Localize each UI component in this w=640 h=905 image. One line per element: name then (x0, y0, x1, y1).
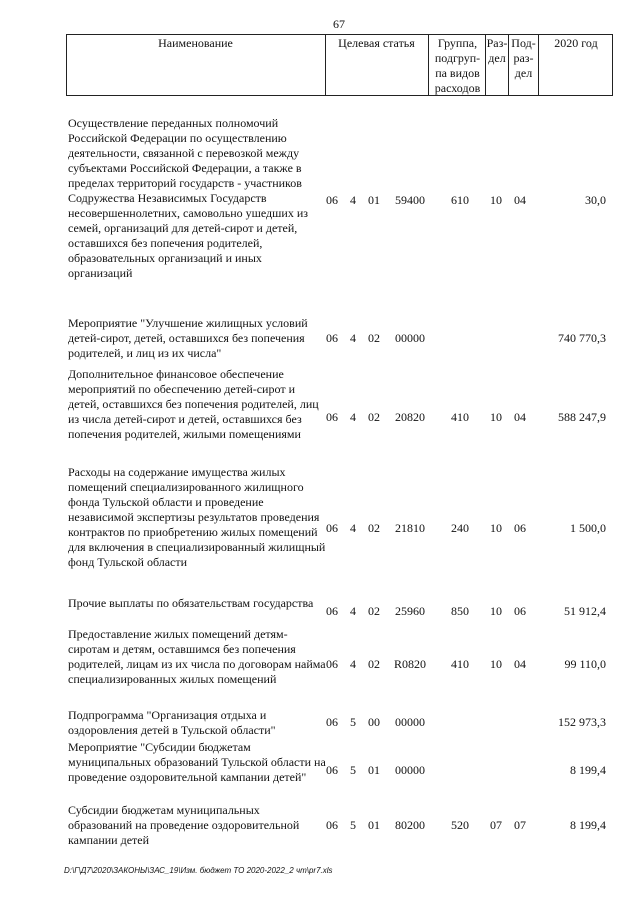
row-code-subprogram: 4 (350, 657, 356, 671)
row-name: Осуществление переданных полномочий Российской Федерации по осуществлению деятельности, связанной с перевозкой между субъектами Российской Федерации, а также в пределах территорий государств - участников Содружества Независимых Государств несовершеннолетних, самовольно ушедших из семей, организаций для детей-сирот и детей, оставшихся без попечения родителей, образовательных организаций и иных организаций (68, 116, 308, 280)
row-name: Предоставление жилых помещений детям-сиротам и детям, оставшимся без попечения родителей, лицам из их числа по договорам найма специализированных жилых помещений (68, 627, 326, 686)
row-amount: 588 247,9 (558, 410, 606, 424)
page-number: 67 (333, 17, 345, 31)
row-code-subprogram: 4 (350, 521, 356, 535)
row-code-program: 06 (326, 521, 338, 535)
row-subsection: 07 (514, 818, 526, 832)
row-amount: 740 770,3 (558, 331, 606, 345)
row-code-direction: 00000 (395, 763, 425, 777)
row-code-direction: 59400 (395, 193, 425, 207)
row-name: Субсидии бюджетам муниципальных образований на проведение оздоровительной кампании детей (68, 803, 300, 847)
row-name: Подпрограмма "Организация отдыха и оздоровления детей в Тульской области" (68, 708, 276, 737)
row-name: Мероприятие "Субсидии бюджетам муниципальных образований Тульской области на проведение оздоровительной кампании детей" (68, 740, 326, 784)
header-group: Группа, подгруп- па видов расходов (434, 36, 481, 95)
row-amount: 99 110,0 (564, 657, 606, 671)
row-code-event: 02 (368, 604, 380, 618)
row-group: 850 (451, 604, 469, 618)
row-amount: 1 500,0 (570, 521, 606, 535)
row-section: 10 (490, 193, 502, 207)
file-path-footer: D:\Г\Д7\2020\ЗАКОНЫ\ЗАС_19\Изм. бюджет ТО 2020-2022_2 чт\pr7.xls (64, 866, 333, 875)
row-group: 410 (451, 410, 469, 424)
row-group: 610 (451, 193, 469, 207)
row-name: Мероприятие "Улучшение жилищных условий детей-сирот, детей, оставшихся без попечения родителей, и лиц из их числа" (68, 316, 308, 360)
header-name: Наименование (158, 36, 233, 50)
row-code-subprogram: 4 (350, 604, 356, 618)
row-amount: 30,0 (585, 193, 606, 207)
row-amount: 8 199,4 (570, 818, 606, 832)
row-code-program: 06 (326, 410, 338, 424)
row-code-direction: 80200 (395, 818, 425, 832)
row-subsection: 04 (514, 410, 526, 424)
row-code-program: 06 (326, 715, 338, 729)
row-name: Расходы на содержание имущества жилых помещений специализированного жилищного фонда Тульской области и проведение независимой экспертизы результатов проведения контрактов по приобретению жилых помещений для включения в специализированный жилищный фонд Тульской области (68, 465, 326, 569)
row-code-subprogram: 5 (350, 715, 356, 729)
header-section: Раз- дел (486, 36, 508, 65)
row-name: Дополнительное финансовое обеспечение мероприятий по обеспечению детей-сирот и детей, оставшихся без попечения родителей, лиц из числа детей-сирот и детей, оставшихся без попечения родителей, жилыми помещениями (68, 367, 319, 441)
row-section: 10 (490, 657, 502, 671)
column-divider (428, 34, 429, 96)
row-code-direction: 25960 (395, 604, 425, 618)
row-code-direction: 21810 (395, 521, 425, 535)
row-code-subprogram: 4 (350, 410, 356, 424)
row-code-event: 00 (368, 715, 380, 729)
row-code-program: 06 (326, 763, 338, 777)
row-subsection: 06 (514, 604, 526, 618)
row-section: 10 (490, 521, 502, 535)
row-section: 07 (490, 818, 502, 832)
row-group: 410 (451, 657, 469, 671)
row-code-event: 01 (368, 818, 380, 832)
row-code-subprogram: 5 (350, 818, 356, 832)
row-code-subprogram: 4 (350, 193, 356, 207)
row-code-direction: R0820 (393, 657, 426, 671)
row-code-direction: 00000 (395, 715, 425, 729)
row-name: Прочие выплаты по обязательствам государства (68, 596, 314, 610)
row-amount: 51 912,4 (564, 604, 606, 618)
row-subsection: 04 (514, 193, 526, 207)
row-code-program: 06 (326, 818, 338, 832)
row-subsection: 06 (514, 521, 526, 535)
row-code-program: 06 (326, 604, 338, 618)
row-amount: 8 199,4 (570, 763, 606, 777)
row-code-program: 06 (326, 193, 338, 207)
row-code-subprogram: 5 (350, 763, 356, 777)
row-subsection: 04 (514, 657, 526, 671)
row-code-event: 02 (368, 521, 380, 535)
header-year: 2020 год (554, 36, 598, 50)
row-code-direction: 00000 (395, 331, 425, 345)
row-code-event: 01 (368, 193, 380, 207)
row-code-event: 02 (368, 331, 380, 345)
row-amount: 152 973,3 (558, 715, 606, 729)
row-code-program: 06 (326, 331, 338, 345)
row-group: 520 (451, 818, 469, 832)
row-code-event: 01 (368, 763, 380, 777)
row-code-subprogram: 4 (350, 331, 356, 345)
row-code-program: 06 (326, 657, 338, 671)
row-code-direction: 20820 (395, 410, 425, 424)
header-target-article: Целевая статья (338, 36, 415, 50)
row-group: 240 (451, 521, 469, 535)
row-section: 10 (490, 410, 502, 424)
row-code-event: 02 (368, 657, 380, 671)
row-section: 10 (490, 604, 502, 618)
row-code-event: 02 (368, 410, 380, 424)
header-subsection: Под- раз- дел (511, 36, 536, 80)
